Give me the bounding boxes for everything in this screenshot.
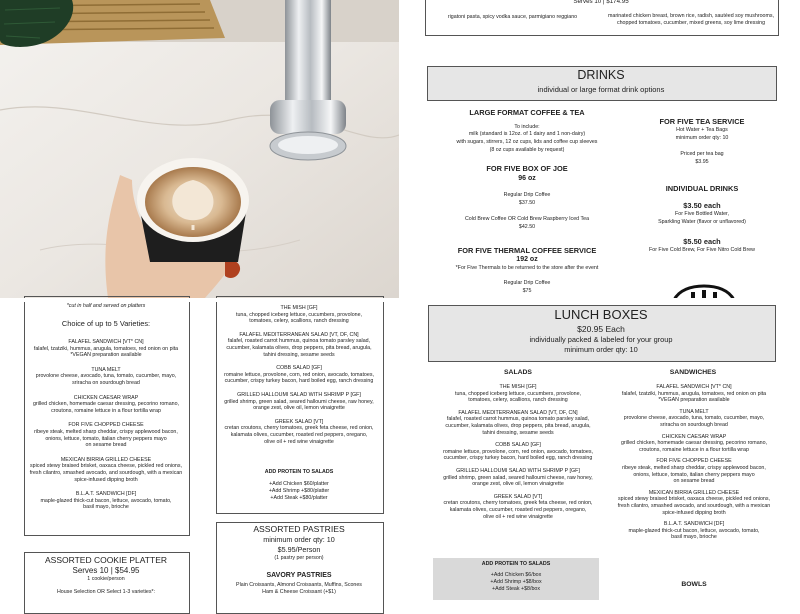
large-format-includes-1: milk (standard is 12oz. of 1 dairy and 1 non-dairy) bbox=[468, 131, 586, 137]
tea-line1: Hot Water + Tea Bags bbox=[676, 127, 728, 133]
menu-item-description: grilled shrimp, green salad, seared halloumi cheese, raw honey, bbox=[443, 474, 593, 481]
menu-item-name: GRILLED HALLOUMI SALAD WITH SHRIMP P [GF] bbox=[237, 391, 361, 398]
top-fragment-right-caption-2: chopped tomatoes, cucumber, mixed greens, soy lime dressing bbox=[616, 20, 766, 26]
varieties-heading: Choice of up to 5 Varieties: bbox=[61, 319, 151, 328]
menu-item bbox=[613, 434, 775, 454]
savory-line1: Plain Croissants, Almond Croissants, Muffins, Scones bbox=[236, 582, 362, 588]
thermal-note: *For Five Thermals to be returned to the store after the event bbox=[455, 265, 599, 271]
quadrant-divider-horizontal bbox=[0, 298, 800, 302]
box-of-joe-item1: Regular Drip Coffee bbox=[503, 192, 551, 198]
menu-item bbox=[24, 395, 188, 415]
individual-line2: Sparkling Water (flavor or unflavored) bbox=[658, 219, 746, 225]
menu-item-description: grilled chicken, homemade caesar dressing, pecorino romano, bbox=[620, 440, 768, 447]
menu-item bbox=[613, 490, 775, 516]
menu-item bbox=[613, 409, 775, 429]
menu-item-description: provolone cheese, avocado, tuna, tomato, cucumber, mayo, bbox=[623, 415, 765, 422]
menu-item-description: falafel, tzatziki, hummus, arugula, tomatoes, red onion on pita bbox=[33, 345, 179, 352]
lunch-salads-heading: SALADS bbox=[504, 369, 532, 376]
menu-item-description: tahini dressing, sesame seeds bbox=[482, 429, 554, 436]
menu-item-description: olive oil + red wine vinaigrette bbox=[483, 513, 553, 520]
menu-item bbox=[613, 521, 775, 541]
menu-item-description: on sesame bread bbox=[85, 442, 127, 449]
cookie-per: 1 cookie/person bbox=[87, 576, 125, 582]
thermal-heading: FOR FIVE THERMAL COFFEE SERVICE bbox=[457, 246, 597, 255]
menu-item-name: CHICKEN CAESAR WRAP bbox=[661, 433, 727, 440]
menu-item-description: grilled shrimp, green salad, seared halloumi cheese, raw honey, bbox=[224, 398, 374, 405]
menu-item-description: sriracha on sourdough bread bbox=[72, 379, 140, 386]
large-format-heading: LARGE FORMAT COFFEE & TEA bbox=[469, 108, 585, 117]
salad-list bbox=[216, 305, 382, 452]
menu-item-description: grilled chicken, homemade caesar dressing, pecorino romano, bbox=[32, 401, 180, 408]
menu-item-name: FALAFEL SANDWICH [VT* CN] bbox=[68, 339, 144, 345]
tea-line2: minimum order qty: 10 bbox=[675, 135, 729, 141]
box-of-joe-price2: $42.50 bbox=[518, 224, 536, 230]
menu-item-description: cucumber, kalamata olives, drop peppers, pita bread, arugula, bbox=[226, 344, 372, 351]
menu-item-name: FALAFEL MEDITERRANEAN SALAD [VT, DF, CN] bbox=[239, 331, 359, 338]
menu-item-description: croutons, romaine lettuce in a flour tortilla wrap bbox=[51, 407, 161, 414]
menu-item bbox=[425, 468, 611, 488]
menu-item-description: tuna, chopped iceberg lettuce, cucumbers, provolone, bbox=[235, 311, 363, 318]
menu-item-description: ribeye steak, melted sharp cheddar, crispy applewood bacon, bbox=[622, 464, 766, 471]
drinks-page bbox=[403, 0, 800, 298]
menu-item-name: CHICKEN CAESAR WRAP bbox=[73, 394, 139, 401]
menu-item-description: fresh cilantro, smashed avocado, and sourdough, with a mexican bbox=[617, 502, 771, 509]
menu-item-name: THE MISH [GF] bbox=[499, 384, 537, 390]
menu-item-description: romaine lettuce, provolone, corn, red onion, avocado, tomatoes, bbox=[224, 371, 374, 378]
menu-item-description: cucumber, kalamata olives, drop peppers, pita bread, arugula, bbox=[445, 422, 591, 429]
drinks-title: DRINKS bbox=[577, 68, 625, 82]
menu-item-description: cucumber, crispy turkey bacon, hard boiled egg, ranch dressing bbox=[224, 378, 374, 385]
menu-item-description: basil mayo, brioche bbox=[83, 504, 129, 511]
sandwich-list bbox=[24, 339, 188, 519]
menu-item-name: GREEK SALAD [VT] bbox=[274, 418, 324, 425]
menu-item-description: cretan croutons, cherry tomatoes, greek feta cheese, red onion, bbox=[443, 500, 593, 507]
menu-item-description: ribeye steak, melted sharp cheddar, crispy applewood bacon, bbox=[34, 428, 178, 435]
menu-item-description: maple-glazed thick-cut bacon, lettuce, avocado, tomato, bbox=[40, 497, 172, 504]
platter-protein-0: +Add Chicken $60/platter bbox=[269, 481, 329, 487]
menu-item-description: croutons, romaine lettuce in a flour tortilla wrap bbox=[639, 446, 749, 453]
savory-line2: Ham & Cheese Croissant (+$1) bbox=[262, 589, 336, 595]
menu-item bbox=[216, 365, 382, 385]
large-format-includes-3: (8 oz cups available by request) bbox=[489, 147, 565, 153]
menu-item-name: COBB SALAD [GF] bbox=[276, 365, 322, 372]
menu-item-description: on sesame bread bbox=[673, 478, 715, 485]
pastries-per: (1 pastry per person) bbox=[274, 555, 324, 561]
menu-item-description: cucumber, crispy turkey bacon, hard boiled egg, ranch dressing bbox=[443, 455, 593, 462]
menu-item-name: B.L.A.T. SANDWICH [DF] bbox=[75, 491, 137, 498]
box-of-joe-price1: $37.50 bbox=[518, 200, 536, 206]
menu-item-name: MEXICAN BIRRIA GRILLED CHEESE bbox=[648, 489, 740, 496]
cookie-note: House Selection OR Select 1-3 varieties*: bbox=[56, 589, 156, 595]
menu-item-description: onions, lettuce, tomato, italian cherry peppers mayo bbox=[45, 435, 167, 442]
menu-item bbox=[216, 392, 382, 412]
menu-item-description: olive oil + red wine vinaigrette bbox=[264, 438, 334, 445]
pastries-price: $5.95/Person bbox=[277, 545, 321, 554]
tea-price: $3.95 bbox=[695, 159, 709, 165]
menu-item-description: *VEGAN preparation available bbox=[70, 352, 142, 359]
lunch-sub: individually packed & labeled for your group bbox=[529, 335, 673, 344]
menu-item-description: kalamata olives, cucumber, roasted red peppers, oregano, bbox=[449, 506, 587, 513]
menu-item bbox=[425, 442, 611, 462]
thermal-price1: $75 bbox=[522, 288, 532, 294]
coffee-photo bbox=[0, 0, 399, 298]
drinks-subtitle: individual or large format drink options bbox=[537, 85, 665, 94]
menu-item bbox=[425, 410, 611, 436]
platter-protein-2: +Add Steak +$80/platter bbox=[270, 495, 328, 501]
box-of-joe-size: 96 oz bbox=[518, 175, 536, 182]
top-fragment-serves: Serves 10 | $174.95 bbox=[573, 0, 629, 5]
menu-item bbox=[24, 422, 188, 448]
menu-item bbox=[216, 305, 382, 325]
menu-item-name: THE MISH [GF] bbox=[280, 305, 318, 311]
cookie-serves: Serves 10 | $54.95 bbox=[72, 566, 140, 575]
lunch-protein-1: +Add Shrimp +$8/box bbox=[490, 579, 542, 585]
menu-item-description: tomatoes, celery, scallions, ranch dressing bbox=[249, 318, 349, 325]
menu-item-description: romaine lettuce, provolone, corn, red onion, avocado, tomatoes, bbox=[443, 448, 593, 455]
menu-item-description: maple-glazed thick-cut bacon, lettuce, avocado, tomato, bbox=[628, 527, 760, 534]
menu-item-name: FOR FIVE CHOPPED CHEESE bbox=[656, 458, 732, 465]
menu-item-description: fresh cilantro, smashed avocado, and sourdough, with a mexican bbox=[29, 469, 183, 476]
menu-item-name: TUNA MELT bbox=[91, 366, 121, 373]
menu-item-description: spiced stewy braised brisket, oaxaca cheese, pickled red onions, bbox=[30, 463, 182, 470]
lunch-protein-0: +Add Chicken $6/box bbox=[490, 572, 542, 578]
lunch-salads-list bbox=[425, 384, 611, 526]
menu-item-description: spice-infused dipping broth bbox=[74, 476, 138, 483]
individual-price2: $5.50 each bbox=[683, 237, 721, 246]
menu-item bbox=[24, 491, 188, 511]
menu-item bbox=[216, 332, 382, 358]
tea-heading: FOR FIVE TEA SERVICE bbox=[659, 117, 745, 126]
menu-item-name: B.L.A.T. SANDWICH [DF] bbox=[663, 521, 725, 528]
menu-item-name: GRILLED HALLOUMI SALAD WITH SHRIMP P [GF] bbox=[456, 467, 580, 474]
menu-item-description: kalamata olives, cucumber, roasted red peppers, oregano, bbox=[230, 431, 368, 438]
menu-item bbox=[216, 419, 382, 445]
menu-item-name: FALAFEL MEDITERRANEAN SALAD [VT, DF, CN] bbox=[458, 409, 578, 416]
menu-item bbox=[24, 367, 188, 387]
individual-line3: For Five Cold Brew, For Five Nitro Cold Brew bbox=[649, 247, 755, 253]
menu-item-description: provolone cheese, avocado, tuna, tomato, cucumber, mayo, bbox=[35, 373, 177, 380]
individual-line1: For Five Bottled Water, bbox=[675, 211, 729, 217]
box-of-joe-item2: Cold Brew Coffee OR Cold Brew Raspberry Iced Tea bbox=[464, 216, 590, 222]
menu-item-description: orange zest, olive oil, lemon vinaigrette bbox=[253, 405, 345, 412]
menu-item bbox=[613, 384, 775, 404]
coffee-photo-illustration bbox=[0, 0, 399, 298]
menu-item-description: spice-infused dipping broth bbox=[662, 509, 726, 516]
pastries-min: minimum order qty: 10 bbox=[263, 535, 335, 544]
menu-item-description: falafel, roasted carrot hummus, quinoa tomato parsley salad, bbox=[227, 338, 371, 345]
platter-protein-heading: ADD PROTEIN TO SALADS bbox=[264, 469, 334, 475]
menu-item-description: *VEGAN preparation available bbox=[658, 397, 730, 404]
pastries-title: ASSORTED PASTRIES bbox=[253, 524, 345, 534]
menu-item-description: spiced stewy braised brisket, oaxaca cheese, pickled red onions, bbox=[618, 496, 770, 503]
platters-page bbox=[0, 302, 399, 600]
lunch-sandwiches-heading: SANDWICHES bbox=[669, 369, 717, 376]
lunch-min: minimum order qty: 10 bbox=[564, 345, 638, 354]
lunch-boxes-page bbox=[403, 302, 800, 600]
thermal-item1: Regular Drip Coffee bbox=[503, 280, 551, 286]
menu-item-description: orange zest, olive oil, lemon vinaigrette bbox=[472, 481, 564, 488]
menu-item-description: basil mayo, brioche bbox=[671, 534, 717, 541]
menu-item-description: onions, lettuce, tomato, italian cherry peppers mayo bbox=[633, 471, 755, 478]
menu-item-description: falafel, tzatziki, hummus, arugula, tomatoes, red onion on pita bbox=[621, 390, 767, 397]
menu-item bbox=[24, 457, 188, 483]
menu-item bbox=[425, 384, 611, 404]
top-fragment-right-caption-1: marinated chicken breast, brown rice, radish, sautéed soy mushrooms, bbox=[607, 13, 775, 19]
lunch-title: LUNCH BOXES bbox=[554, 307, 648, 322]
menu-item-description: cretan croutons, cherry tomatoes, greek feta cheese, red onion, bbox=[224, 425, 374, 432]
menu-item bbox=[613, 458, 775, 484]
tea-line3: Priced per tea bag bbox=[680, 151, 724, 157]
menu-item-name: TUNA MELT bbox=[679, 408, 709, 415]
platter-top-note: *cut in half and served on platters bbox=[66, 303, 146, 309]
menu-item-name: COBB SALAD [GF] bbox=[495, 442, 541, 449]
platter-protein-1: +Add Shrimp +$80/platter bbox=[268, 488, 330, 494]
individual-price1: $3.50 each bbox=[683, 201, 721, 210]
lunch-price: $20.95 Each bbox=[577, 324, 625, 334]
menu-item-name: GREEK SALAD [VT] bbox=[493, 493, 543, 500]
menu-item-description: tahini dressing, sesame seeds bbox=[263, 351, 335, 358]
menu-item bbox=[425, 494, 611, 520]
box-of-joe-heading: FOR FIVE BOX OF JOE bbox=[486, 164, 568, 173]
lunch-bowls-heading: BOWLS bbox=[681, 581, 707, 588]
lunch-protein-2: +Add Steak +$8/box bbox=[491, 586, 540, 592]
large-format-includes-2: with sugars, stirrers, 12 oz cups, lids and coffee cup sleeves bbox=[456, 139, 598, 145]
menu-item-name: FOR FIVE CHOPPED CHEESE bbox=[68, 422, 144, 429]
savory-heading: SAVORY PASTRIES bbox=[266, 572, 332, 579]
menu-item-name: MEXICAN BIRRIA GRILLED CHEESE bbox=[60, 456, 152, 463]
menu-item-description: tomatoes, celery, scallions, ranch dressing bbox=[468, 397, 568, 404]
menu-item bbox=[24, 339, 188, 359]
lunch-protein-heading: ADD PROTEIN TO SALADS bbox=[481, 561, 551, 567]
menu-item-description: tuna, chopped iceberg lettuce, cucumbers, provolone, bbox=[454, 390, 582, 397]
top-fragment-left-caption: rigatoni pasta, spicy vodka sauce, parmigiano reggiano bbox=[447, 14, 578, 20]
individual-heading: INDIVIDUAL DRINKS bbox=[665, 184, 739, 193]
cookie-title: ASSORTED COOKIE PLATTER bbox=[44, 555, 168, 565]
menu-item-name: FALAFEL SANDWICH [VT* CN] bbox=[656, 384, 732, 390]
menu-item-description: falafel, roasted carrot hummus, quinoa tomato parsley salad, bbox=[446, 416, 590, 423]
lunch-sandwiches-list bbox=[613, 384, 775, 546]
menu-item-description: sriracha on sourdough bread bbox=[660, 421, 728, 428]
large-format-includes-0: To include: bbox=[514, 124, 540, 130]
thermal-size: 192 oz bbox=[516, 256, 538, 263]
